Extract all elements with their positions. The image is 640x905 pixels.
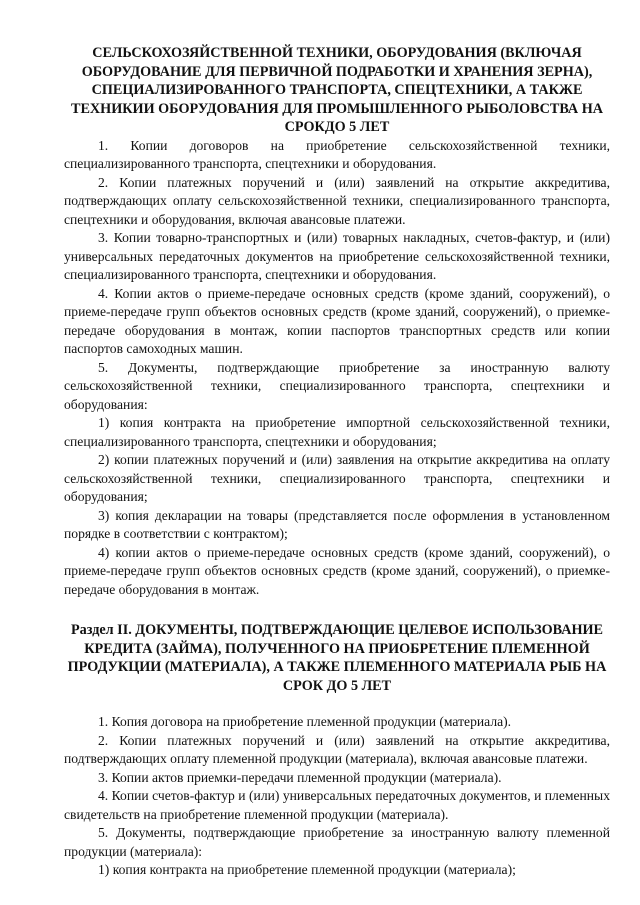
spacer (64, 599, 610, 621)
section-1-title: СЕЛЬСКОХОЗЯЙСТВЕННОЙ ТЕХНИКИ, ОБОРУДОВАНИЯ (ВКЛЮЧАЯ ОБОРУДОВАНИЕ ДЛЯ ПЕРВИЧНОЙ ПОДРАБОТКИ И ХРАНЕНИЯ ЗЕРНА), СПЕЦИАЛИЗИРОВАННОГО ТРАНСПОРТА, СПЕЦТЕХНИКИ, А ТАКЖЕ ТЕХНИКИИ ОБОРУДОВАНИЯ ДЛЯ ПРОМЫШЛЕННОГО РЫБОЛОВСТВА НА СРОКДО 5 ЛЕТ (71, 45, 603, 135)
paragraph: 4. Копии актов о приеме-передаче основных средств (кроме зданий, сооружений), о приеме-передаче групп объектов основных средств (кроме зданий, сооружений), о приемке-передаче оборудования в монтаж, копии паспортов транспортных средств или копии паспортов самоходных машин. (64, 285, 610, 356)
paragraph: 1) копия контракта на приобретение племенной продукции (материала); (98, 862, 516, 877)
paragraph: 2) копии платежных поручений и (или) заявления на открытие аккредитива на оплату сельскохозяйственной техники, специализированного транспорта, спецтехники и оборудования; (64, 452, 610, 504)
paragraph: 5. Документы, подтверждающие приобретение за иностранную валюту сельскохозяйственной техники, специализированного транспорта, спецтехники и оборудования: (64, 359, 610, 412)
paragraph: 2. Копии платежных поручений и (или) заявлений на открытие аккредитива, подтверждающих оплату сельскохозяйственной техники, специализированного транспорта, спецтехники и оборудования, включая авансовые платежи. (64, 174, 610, 227)
paragraph: 2. Копии платежных поручений и (или) заявлений на открытие аккредитива, подтверждающих оплату племенной продукции (материала), включая авансовые платежи. (64, 732, 610, 766)
section-2-title: Раздел II. ДОКУМЕНТЫ, ПОДТВЕРЖДАЮЩИЕ ЦЕЛЕВОЕ ИСПОЛЬЗОВАНИЕ КРЕДИТА (ЗАЙМА), ПОЛУЧЕННОГО НА ПРИОБРЕТЕНИЕ ПЛЕМЕННОЙ ПРОДУКЦИИ (МАТЕРИАЛА), А ТАКЖЕ ПЛЕМЕННОГО МАТЕРИАЛА РЫБ НА СРОК ДО 5 ЛЕТ (67, 622, 607, 694)
paragraph: 5. Документы, подтверждающие приобретение за иностранную валюту племенной продукции (материала): (64, 825, 610, 859)
paragraph: 4) копии актов о приеме-передаче основных средств (кроме зданий, сооружений), о приеме-передаче групп объектов основных средств (кроме зданий, сооружений), о приемке-передаче оборудования в монтаж. (64, 544, 610, 597)
section-1-body (64, 137, 610, 600)
spacer (64, 695, 610, 713)
paragraph: 3. Копии товарно-транспортных и (или) товарных накладных, счетов-фактур, и (или) универсальных передаточных документов на приобретение сельскохозяйственной техники, специализированного транспорта, спецтехники и оборудования. (64, 230, 610, 282)
paragraph: 1. Копия договора на приобретение племенной продукции (материала). (98, 714, 512, 729)
paragraph: 3) копия декларации на товары (представляется после оформления в установленном порядке в соответствии с контрактом); (64, 507, 610, 541)
paragraph: 1. Копии договоров на приобретение сельскохозяйственной техники, специализированного транспорта, спецтехники и оборудования. (64, 137, 610, 171)
paragraph: 4. Копии счетов-фактур и (или) универсальных передаточных документов, и племенных свидетельств на приобретение племенной продукции (материала). (64, 788, 610, 822)
section-2-body (64, 713, 610, 880)
paragraph: 3. Копии актов приемки-передачи племенной продукции (материала). (98, 769, 502, 785)
paragraph: 1) копия контракта на приобретение импортной сельскохозяйственной техники, специализированного транспорта, спецтехники и оборудования; (64, 415, 610, 449)
